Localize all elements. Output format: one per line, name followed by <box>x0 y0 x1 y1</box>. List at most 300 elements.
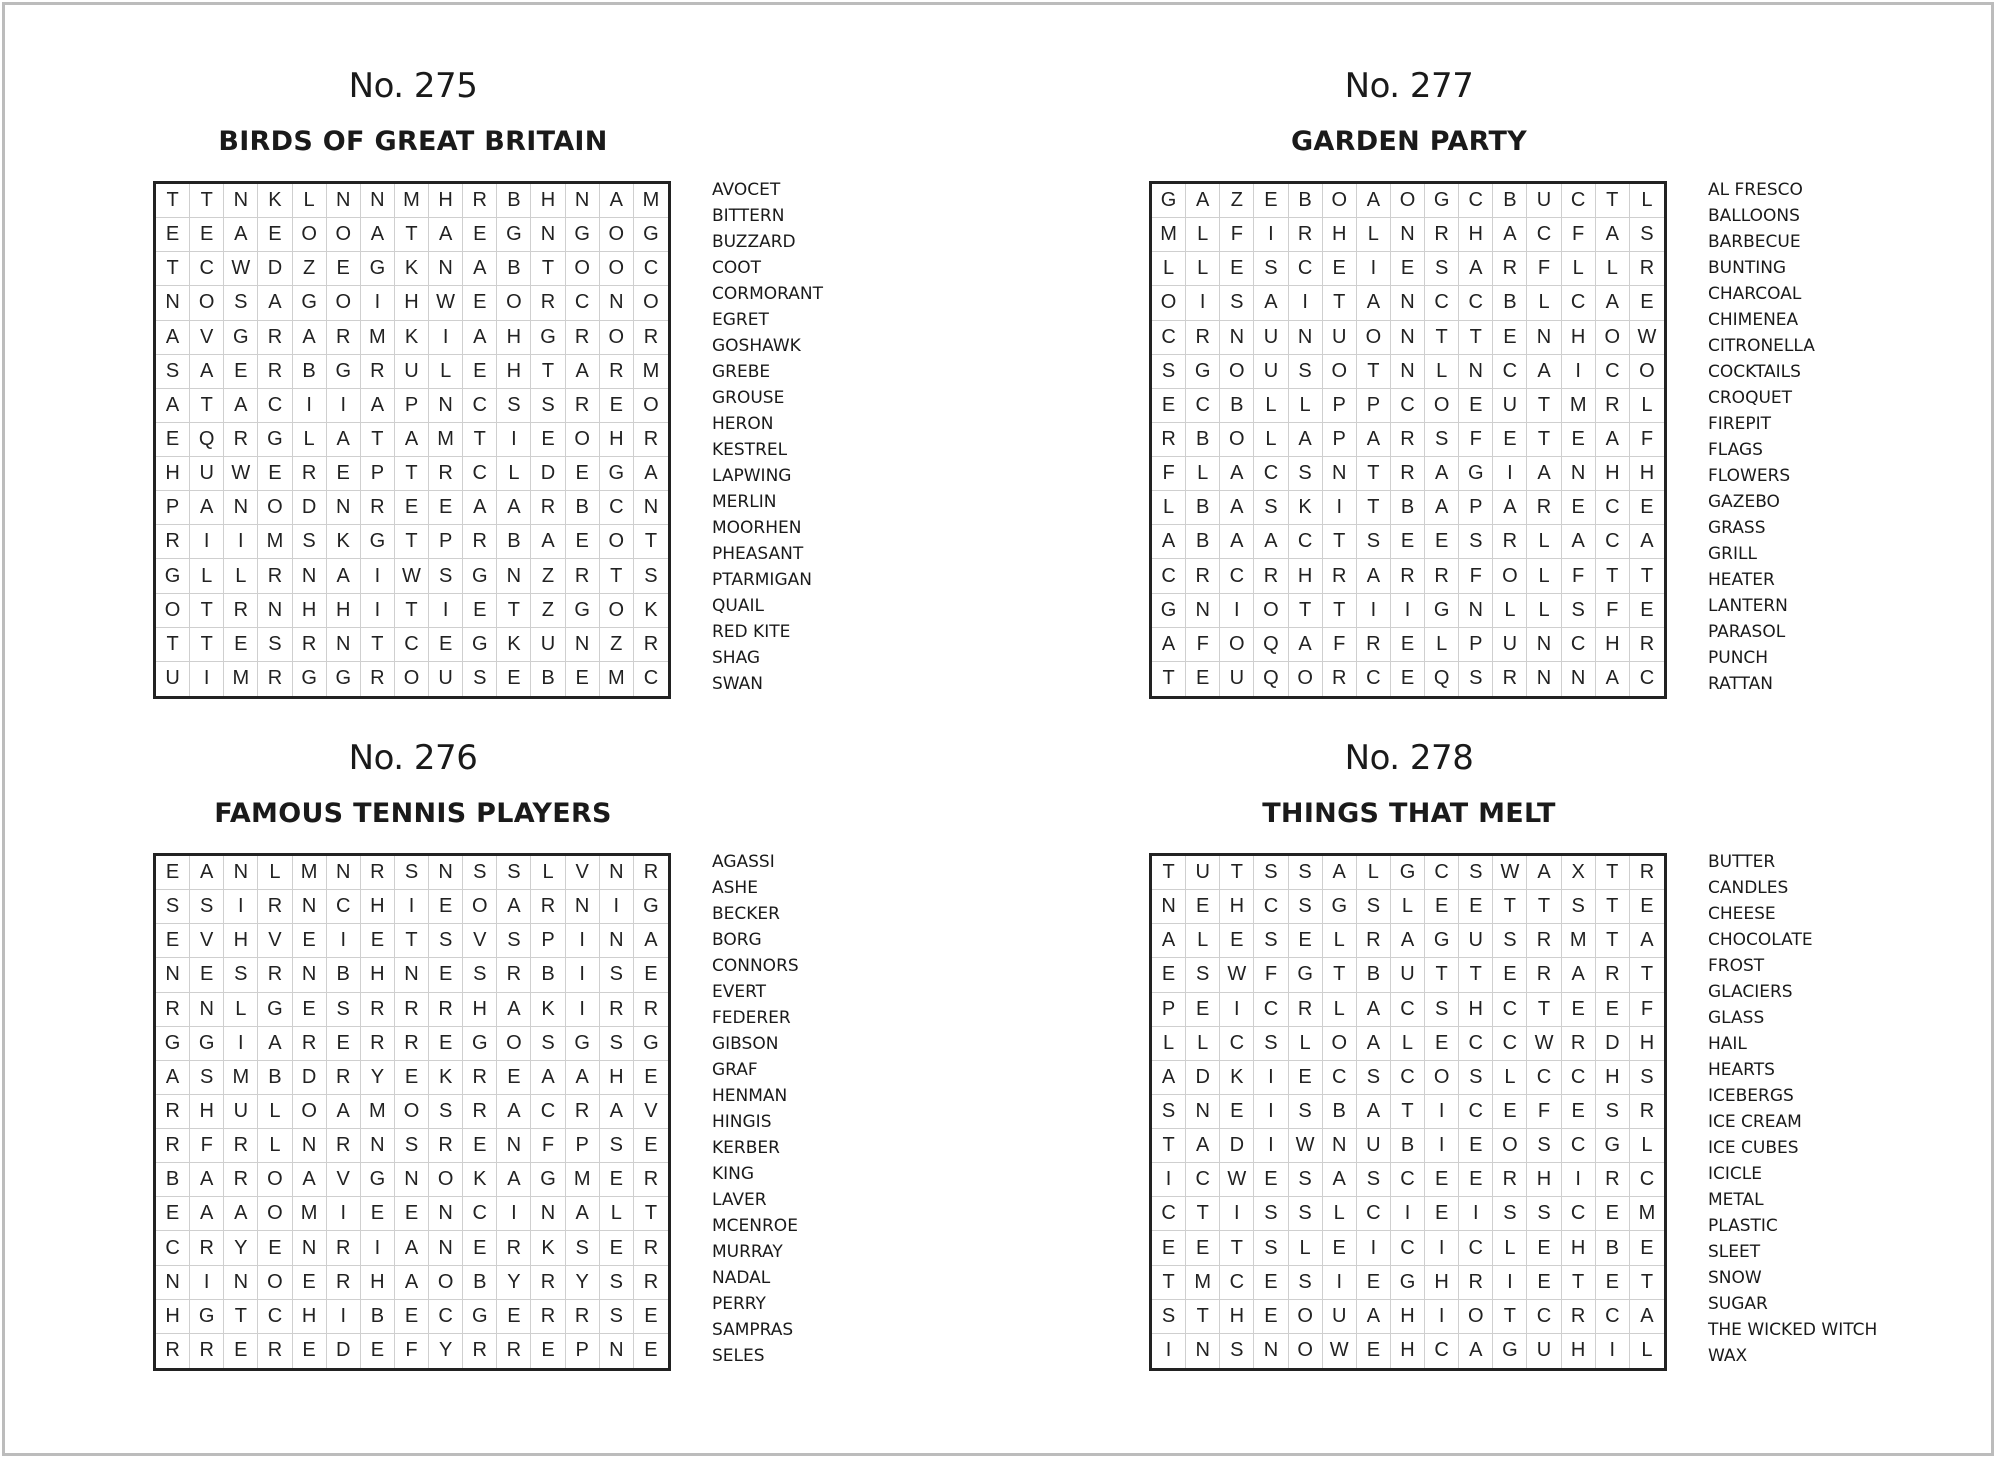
grid-cell: E <box>1459 389 1493 423</box>
grid-cell: H <box>1459 993 1493 1027</box>
grid-cell: Z <box>531 594 565 628</box>
grid-cell: A <box>1357 993 1391 1027</box>
grid-cell: E <box>566 457 600 491</box>
grid-cell: A <box>361 389 395 423</box>
grid-cell: R <box>293 628 327 662</box>
grid-cell: H <box>1527 1163 1561 1197</box>
grid-cell: R <box>1459 1266 1493 1300</box>
grid-cell: C <box>1527 1061 1561 1095</box>
grid-cell: O <box>1493 1129 1527 1163</box>
grid-cell: S <box>1630 218 1664 252</box>
word-list-item: CANDLES <box>1708 878 1789 898</box>
grid-cell: M <box>258 525 292 559</box>
grid-cell: C <box>1630 1163 1664 1197</box>
grid-cell: E <box>1596 993 1630 1027</box>
grid-cell: N <box>566 890 600 924</box>
grid-cell: E <box>1630 286 1664 320</box>
grid-cell: A <box>1596 286 1630 320</box>
grid-cell: S <box>463 958 497 992</box>
grid-cell: M <box>224 662 258 696</box>
grid-cell: C <box>1425 1334 1459 1368</box>
grid-cell: P <box>1152 993 1186 1027</box>
grid-cell: S <box>497 924 531 958</box>
grid-cell: A <box>327 423 361 457</box>
grid-cell: R <box>566 321 600 355</box>
grid-cell: R <box>1254 559 1288 593</box>
grid-cell: Y <box>429 1334 463 1368</box>
grid-cell: C <box>1391 389 1425 423</box>
grid-cell: V <box>463 924 497 958</box>
grid-cell: S <box>1186 958 1220 992</box>
grid-cell: K <box>531 1231 565 1265</box>
grid-cell: G <box>634 218 668 252</box>
grid-cell: I <box>566 924 600 958</box>
grid-cell: Z <box>1220 184 1254 218</box>
grid-cell: M <box>1186 1266 1220 1300</box>
word-list-item: THE WICKED WITCH <box>1708 1320 1878 1340</box>
grid-cell: N <box>395 1163 429 1197</box>
grid-cell: G <box>224 321 258 355</box>
grid-cell: E <box>497 1061 531 1095</box>
grid-cell: H <box>1220 1300 1254 1334</box>
letter-grid <box>1149 181 1667 699</box>
grid-cell: T <box>361 628 395 662</box>
grid-cell: A <box>1630 1300 1664 1334</box>
grid-cell: B <box>531 958 565 992</box>
grid-cell: B <box>1391 1129 1425 1163</box>
grid-cell: Y <box>361 1061 395 1095</box>
grid-cell: G <box>156 1027 190 1061</box>
grid-cell: E <box>1527 1231 1561 1265</box>
grid-cell: B <box>1186 423 1220 457</box>
grid-cell: R <box>634 423 668 457</box>
letter-grid <box>1149 853 1667 1371</box>
word-list <box>712 849 799 1369</box>
word-list-item: COOT <box>712 258 762 278</box>
grid-cell: N <box>156 958 190 992</box>
word-list-item: BARBECUE <box>1708 232 1801 252</box>
grid-cell: C <box>1254 993 1288 1027</box>
grid-cell: N <box>1459 594 1493 628</box>
grid-cell: O <box>395 662 429 696</box>
grid-cell: C <box>1562 628 1596 662</box>
grid-cell: E <box>156 1197 190 1231</box>
grid-cell: H <box>1596 1061 1630 1095</box>
grid-cell: P <box>566 1129 600 1163</box>
grid-cell: F <box>1152 457 1186 491</box>
word-list-item: CHARCOAL <box>1708 284 1802 304</box>
word-list-item: FLAGS <box>1708 440 1763 460</box>
grid-cell: E <box>634 1129 668 1163</box>
grid-cell: F <box>1220 218 1254 252</box>
grid-cell: F <box>1527 252 1561 286</box>
word-list-item: CHIMENEA <box>1708 310 1799 330</box>
grid-cell: A <box>497 1095 531 1129</box>
grid-cell: N <box>327 628 361 662</box>
grid-cell: S <box>190 890 224 924</box>
grid-cell: T <box>1562 1266 1596 1300</box>
grid-cell: A <box>1459 1334 1493 1368</box>
grid-cell: A <box>497 890 531 924</box>
grid-cell: G <box>327 355 361 389</box>
grid-cell: B <box>1493 184 1527 218</box>
grid-cell: B <box>1391 491 1425 525</box>
grid-cell: I <box>1323 491 1357 525</box>
grid-cell: E <box>190 958 224 992</box>
grid-cell: A <box>1493 491 1527 525</box>
grid-cell: G <box>1186 355 1220 389</box>
grid-cell: C <box>1596 1300 1630 1334</box>
grid-cell: A <box>1527 457 1561 491</box>
grid-cell: N <box>1562 457 1596 491</box>
word-list-item: ICE CREAM <box>1708 1112 1802 1132</box>
grid-cell: R <box>531 1266 565 1300</box>
grid-cell: N <box>1186 594 1220 628</box>
grid-cell: M <box>1562 924 1596 958</box>
grid-cell: T <box>190 184 224 218</box>
grid-cell: O <box>395 1095 429 1129</box>
grid-cell: S <box>1289 1095 1323 1129</box>
grid-cell: S <box>1254 491 1288 525</box>
grid-cell: N <box>1323 457 1357 491</box>
grid-cell: A <box>429 218 463 252</box>
grid-cell: E <box>497 1300 531 1334</box>
word-list-item: CHEESE <box>1708 904 1776 924</box>
grid-cell: G <box>497 218 531 252</box>
grid-cell: A <box>1493 218 1527 252</box>
grid-cell: I <box>327 1197 361 1231</box>
grid-cell: O <box>1254 594 1288 628</box>
grid-cell: T <box>1527 389 1561 423</box>
word-list-item: SHAG <box>712 648 761 668</box>
grid-cell: R <box>1357 628 1391 662</box>
grid-cell: N <box>600 286 634 320</box>
grid-cell: R <box>1425 559 1459 593</box>
puzzle-number: No. 275 <box>348 66 478 106</box>
grid-cell: C <box>1493 993 1527 1027</box>
grid-cell: A <box>1152 924 1186 958</box>
grid-cell: E <box>566 525 600 559</box>
grid-cell: L <box>1152 491 1186 525</box>
word-list-item: COCKTAILS <box>1708 362 1801 382</box>
grid-cell: T <box>395 594 429 628</box>
grid-cell: R <box>1493 525 1527 559</box>
grid-cell: N <box>429 389 463 423</box>
grid-cell: N <box>600 1334 634 1368</box>
grid-cell: M <box>293 856 327 890</box>
grid-cell: R <box>1289 993 1323 1027</box>
grid-cell: K <box>497 628 531 662</box>
grid-cell: I <box>1323 1266 1357 1300</box>
grid-cell: C <box>1152 559 1186 593</box>
grid-cell: O <box>1220 423 1254 457</box>
grid-cell: T <box>634 525 668 559</box>
grid-cell: E <box>1152 958 1186 992</box>
grid-cell: O <box>429 1266 463 1300</box>
grid-cell: H <box>293 594 327 628</box>
grid-cell: E <box>429 1027 463 1061</box>
grid-cell: S <box>258 628 292 662</box>
grid-cell: T <box>1527 890 1561 924</box>
grid-cell: C <box>1152 321 1186 355</box>
grid-cell: C <box>258 389 292 423</box>
grid-cell: L <box>531 856 565 890</box>
grid-cell: E <box>1596 1197 1630 1231</box>
grid-cell: C <box>1562 1129 1596 1163</box>
grid-cell: C <box>1220 1027 1254 1061</box>
grid-cell: R <box>1391 559 1425 593</box>
grid-cell: N <box>327 184 361 218</box>
grid-cell: O <box>1391 184 1425 218</box>
grid-cell: A <box>1630 924 1664 958</box>
grid-cell: F <box>1562 559 1596 593</box>
grid-cell: P <box>429 525 463 559</box>
grid-cell: S <box>1152 1095 1186 1129</box>
grid-cell: T <box>1425 321 1459 355</box>
grid-cell: A <box>497 491 531 525</box>
grid-cell: T <box>1152 856 1186 890</box>
word-list-item: GLACIERS <box>1708 982 1793 1002</box>
grid-cell: B <box>293 355 327 389</box>
grid-cell: N <box>224 184 258 218</box>
grid-cell: R <box>463 1095 497 1129</box>
grid-cell: O <box>1220 355 1254 389</box>
grid-cell: N <box>429 856 463 890</box>
grid-cell: N <box>600 924 634 958</box>
grid-cell: E <box>293 993 327 1027</box>
grid-cell: E <box>156 924 190 958</box>
grid-cell: N <box>1186 1334 1220 1368</box>
grid-cell: R <box>190 1334 224 1368</box>
grid-cell: R <box>1425 218 1459 252</box>
grid-cell: L <box>1493 1231 1527 1265</box>
letter-grid <box>153 853 671 1371</box>
letter-grid <box>153 181 671 699</box>
word-list <box>1708 177 1815 697</box>
grid-cell: T <box>1323 594 1357 628</box>
grid-cell: L <box>1493 1061 1527 1095</box>
grid-cell: R <box>531 1300 565 1334</box>
word-list-item: GOSHAWK <box>712 336 801 356</box>
grid-cell: L <box>1425 355 1459 389</box>
grid-cell: N <box>1391 218 1425 252</box>
grid-cell: C <box>1391 1231 1425 1265</box>
grid-cell: R <box>1493 662 1527 696</box>
grid-cell: P <box>1459 491 1493 525</box>
word-list-item: SNOW <box>1708 1268 1762 1288</box>
grid-cell: L <box>1391 890 1425 924</box>
grid-cell: I <box>395 890 429 924</box>
grid-cell: A <box>190 491 224 525</box>
grid-cell: H <box>1596 457 1630 491</box>
grid-cell: A <box>634 457 668 491</box>
grid-cell: C <box>429 1300 463 1334</box>
grid-cell: L <box>1254 389 1288 423</box>
grid-cell: I <box>1152 1334 1186 1368</box>
grid-cell: U <box>1186 856 1220 890</box>
grid-cell: E <box>156 423 190 457</box>
grid-cell: S <box>1493 924 1527 958</box>
grid-cell: V <box>258 924 292 958</box>
grid-cell: I <box>1391 1197 1425 1231</box>
grid-cell: R <box>1596 1163 1630 1197</box>
grid-cell: G <box>463 1300 497 1334</box>
grid-cell: B <box>1186 491 1220 525</box>
grid-cell: Y <box>566 1266 600 1300</box>
grid-cell: I <box>327 1300 361 1334</box>
grid-cell: R <box>497 958 531 992</box>
grid-cell: A <box>258 286 292 320</box>
grid-cell: N <box>566 628 600 662</box>
grid-cell: O <box>634 286 668 320</box>
grid-cell: H <box>1562 321 1596 355</box>
grid-cell: R <box>1186 321 1220 355</box>
grid-cell: D <box>1596 1027 1630 1061</box>
grid-cell: G <box>1152 594 1186 628</box>
grid-cell: G <box>1493 1334 1527 1368</box>
word-list-item: METAL <box>1708 1190 1764 1210</box>
word-list-item: SUGAR <box>1708 1294 1768 1314</box>
word-list-item: NADAL <box>712 1268 771 1288</box>
grid-cell: C <box>1639 667 1655 690</box>
grid-cell: K <box>429 1061 463 1095</box>
word-list-item: GRILL <box>1708 544 1757 564</box>
grid-cell: S <box>1493 1197 1527 1231</box>
grid-cell: C <box>1459 286 1493 320</box>
grid-cell: A <box>1220 491 1254 525</box>
grid-cell: U <box>429 662 463 696</box>
grid-cell: T <box>395 525 429 559</box>
grid-cell: O <box>293 218 327 252</box>
grid-cell: Z <box>531 559 565 593</box>
word-list-item: BUZZARD <box>712 232 796 252</box>
grid-cell: B <box>1493 286 1527 320</box>
grid-cell: N <box>1220 321 1254 355</box>
grid-cell: R <box>566 389 600 423</box>
grid-cell: M <box>361 321 395 355</box>
grid-cell: G <box>258 993 292 1027</box>
grid-cell: G <box>190 1300 224 1334</box>
grid-cell: H <box>1391 1300 1425 1334</box>
grid-cell: I <box>1357 594 1391 628</box>
grid-cell: R <box>497 1231 531 1265</box>
grid-cell: S <box>1152 1300 1186 1334</box>
grid-cell: I <box>224 525 258 559</box>
grid-cell: O <box>258 1163 292 1197</box>
grid-cell: E <box>293 1334 327 1368</box>
grid-cell: O <box>258 1197 292 1231</box>
grid-cell: N <box>361 1129 395 1163</box>
grid-cell: R <box>634 628 668 662</box>
grid-cell: N <box>1527 628 1561 662</box>
grid-cell: C <box>1562 1061 1596 1095</box>
grid-cell: T <box>1596 890 1630 924</box>
grid-cell: R <box>361 491 395 525</box>
grid-cell: R <box>361 856 395 890</box>
grid-cell: C <box>1254 890 1288 924</box>
grid-cell: E <box>1493 1095 1527 1129</box>
grid-cell: I <box>1425 1300 1459 1334</box>
grid-cell: E <box>463 218 497 252</box>
grid-cell: R <box>566 1095 600 1129</box>
grid-cell: C <box>463 1197 497 1231</box>
grid-cell: L <box>224 559 258 593</box>
grid-cell: E <box>258 1231 292 1265</box>
grid-cell: O <box>634 389 668 423</box>
grid-cell: G <box>1425 594 1459 628</box>
grid-cell: R <box>258 890 292 924</box>
grid-cell: R <box>634 856 668 890</box>
grid-cell: R <box>1562 1300 1596 1334</box>
grid-cell: E <box>1357 1266 1391 1300</box>
grid-cell: S <box>1425 423 1459 457</box>
grid-cell: U <box>156 662 190 696</box>
grid-cell: C <box>1562 1197 1596 1231</box>
grid-cell: H <box>395 286 429 320</box>
grid-cell: U <box>1254 355 1288 389</box>
grid-cell: T <box>497 594 531 628</box>
grid-cell: R <box>1357 924 1391 958</box>
grid-cell: O <box>1323 355 1357 389</box>
grid-cell: T <box>634 1197 668 1231</box>
grid-cell: T <box>1596 856 1630 890</box>
grid-cell: T <box>156 628 190 662</box>
grid-cell: N <box>1391 355 1425 389</box>
grid-cell: I <box>1220 594 1254 628</box>
grid-cell: R <box>1289 218 1323 252</box>
grid-cell: H <box>531 184 565 218</box>
grid-cell: E <box>600 1231 634 1265</box>
grid-cell: Y <box>224 1231 258 1265</box>
grid-cell: I <box>190 1266 224 1300</box>
grid-cell: E <box>600 389 634 423</box>
grid-cell: E <box>1630 594 1664 628</box>
grid-cell: T <box>1186 1197 1220 1231</box>
grid-cell: W <box>429 286 463 320</box>
grid-cell: Z <box>600 628 634 662</box>
grid-cell: S <box>566 1231 600 1265</box>
grid-cell: R <box>600 993 634 1027</box>
grid-cell: N <box>293 1129 327 1163</box>
grid-cell: A <box>1289 628 1323 662</box>
grid-cell: R <box>566 1300 600 1334</box>
grid-cell: O <box>1425 389 1459 423</box>
grid-cell: E <box>497 662 531 696</box>
grid-cell: L <box>1289 1231 1323 1265</box>
grid-cell: A <box>1459 252 1493 286</box>
grid-cell: K <box>634 594 668 628</box>
grid-cell: M <box>429 423 463 457</box>
grid-cell: I <box>566 958 600 992</box>
grid-cell: O <box>1357 321 1391 355</box>
grid-cell: B <box>258 1061 292 1095</box>
grid-cell: M <box>224 1061 258 1095</box>
grid-cell: T <box>531 355 565 389</box>
grid-cell: S <box>531 389 565 423</box>
grid-cell: R <box>1596 958 1630 992</box>
grid-cell: I <box>1493 457 1527 491</box>
grid-cell: N <box>327 856 361 890</box>
grid-cell: O <box>1596 321 1630 355</box>
grid-cell: H <box>600 1061 634 1095</box>
word-list-item: PLASTIC <box>1708 1216 1778 1236</box>
grid-cell: H <box>497 355 531 389</box>
word-list-item: FIREPIT <box>1708 414 1771 434</box>
grid-cell: I <box>361 559 395 593</box>
grid-cell: S <box>1289 1197 1323 1231</box>
word-list-item: CROQUET <box>1708 388 1793 408</box>
word-list-item: GLASS <box>1708 1008 1765 1028</box>
